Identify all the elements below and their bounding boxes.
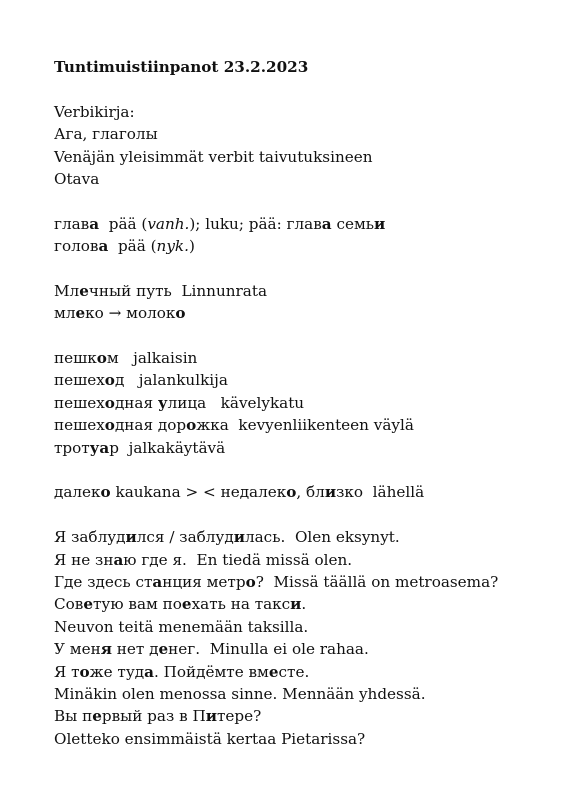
phrase-metro: Где здесь станция метро? Missä täällä on metroasema?: [54, 572, 499, 591]
vocab-line-peshekhodnaya-ulitsa: пешеходная улица kävelykatu: [54, 393, 305, 412]
vocab-line-peshekhodnaya-dorozhka: пешеходная дорожка kevyenliikenteen väylä: [54, 416, 414, 435]
document-title: Tuntimuistiinpanot 23.2.2023: [54, 58, 309, 76]
vocab-line-peshkom: пешком jalkaisin: [54, 349, 198, 368]
spacer: [54, 258, 554, 280]
phrase-taxi-fi: Neuvon teitä menemään taksilla.: [54, 617, 309, 636]
book-label: Verbikirja:: [54, 102, 135, 121]
phrase-first-time-ru: Вы первый раз в Питере?: [54, 707, 262, 726]
phrase-first-time-fi: Oletteko ensimmäistä kertaa Pietarissa?: [54, 729, 366, 748]
vocab-line-daleko: далеко kaukana > < недалеко, близко lähellä: [54, 483, 425, 502]
book-title-ru: Ага, глаголы: [54, 125, 158, 144]
vocab-line-glava: глава pää (vanh.); luku; pää: глава семьи: [54, 214, 386, 233]
vocab-line-milk: млеко → молоко: [54, 304, 186, 323]
phrase-dont-know: Я не знаю где я. En tiedä missä olen.: [54, 550, 353, 569]
spacer: [54, 190, 554, 212]
phrase-together-fi: Minäkin olen menossa sinne. Mennään yhdessä.: [54, 684, 426, 703]
phrase-lost: Я заблудился / заблудилась. Olen eksynyt.: [54, 528, 400, 547]
spacer: [54, 325, 554, 347]
book-publisher: Otava: [54, 169, 100, 188]
notes-body: [54, 56, 554, 750]
spacer: [54, 459, 554, 481]
phrase-together-ru: Я тоже туда. Пойдёмте вместе.: [54, 662, 310, 681]
phrase-taxi-ru: Советую вам поехать на такси.: [54, 595, 307, 614]
spacer: [54, 504, 554, 526]
phrase-no-money: У меня нет денег. Minulla ei ole rahaa.: [54, 640, 369, 659]
vocab-line-trotuar: тротуар jalkakäytävä: [54, 438, 226, 457]
vocab-line-peshekhod: пешеход jalankulkija: [54, 371, 228, 390]
book-title-fi: Venäjän yleisimmät verbit taivutuksineen: [54, 147, 373, 166]
vocab-line-golova: голова pää (nyk.): [54, 237, 195, 256]
spacer: [54, 78, 554, 100]
vocab-line-milky-way: Млечный путь Linnunrata: [54, 281, 268, 300]
